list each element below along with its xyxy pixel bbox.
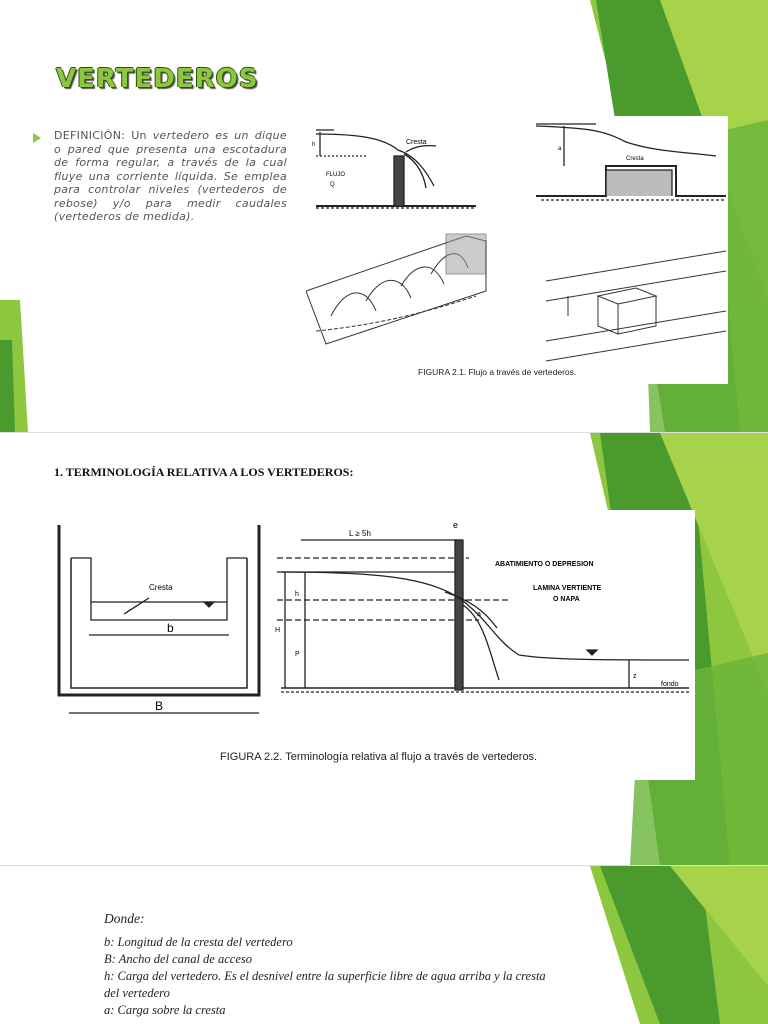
- definition-text: vertedero es un dique o pared que presenta una escotadura de forma regular, a través de la cual fluye una corriente líquida. Se emplea para controlar niveles (vertederos de rebose) y/o para medir caudales (vertederos de medida).: [54, 129, 287, 223]
- definition-item: B: Ancho del canal de acceso: [104, 952, 252, 966]
- figure-2-1-caption: FIGURA 2.1. Flujo a través de vertederos.: [418, 367, 577, 377]
- fig2-label-P: P: [295, 651, 300, 658]
- definitions-list: [104, 934, 624, 1019]
- figure-2-1: [306, 116, 728, 384]
- figure-2-2: [49, 510, 695, 780]
- fig1-label-cresta: Cresta: [406, 139, 427, 146]
- fig2-label-lamina-2: O NAPA: [553, 596, 580, 603]
- fig1-label-flujo: FLUJO: [326, 172, 346, 178]
- definition-lead: DEFINICIÓN: Un: [54, 129, 153, 142]
- bullet-arrow-icon: [33, 133, 41, 143]
- fig2-label-cresta: Cresta: [149, 583, 173, 592]
- definition-item: h: Carga del vertedero. Es el desnivel entre la superficie libre de agua arriba y la cresta: [104, 969, 546, 983]
- weir-terminology-diagram: [49, 510, 695, 780]
- fig2-label-abatimiento: ABATIMIENTO O DEPRESION: [495, 561, 594, 568]
- slide-title: VERTEDEROS: [56, 64, 259, 94]
- weir-flow-illustrations: [306, 116, 728, 384]
- fig2-label-lamina-1: LAMINA VERTIENTE: [533, 585, 602, 592]
- definition-item: del vertedero: [104, 986, 170, 1000]
- fig2-label-e: e: [453, 520, 459, 530]
- fig1-label-cresta-2: Cresta: [626, 156, 644, 162]
- fig2-label-H: H: [275, 627, 281, 634]
- fig2-label-a: a: [477, 611, 481, 618]
- slide-2: [0, 433, 768, 865]
- slide-1: [0, 0, 768, 432]
- definition-paragraph: [54, 129, 287, 224]
- definition-item: a: Carga sobre la cresta: [104, 1003, 226, 1017]
- fig2-label-z: z: [633, 673, 637, 680]
- figure-2-2-caption: FIGURA 2.2. Terminología relativa al flujo a través de vertederos.: [220, 751, 538, 763]
- fig2-label-L: L ≥ 5h: [349, 529, 371, 538]
- section-heading: 1. TERMINOLOGÍA RELATIVA A LOS VERTEDEROS:: [54, 465, 354, 479]
- fig2-label-B: B: [155, 699, 164, 713]
- fig1-label-h: h: [312, 142, 316, 148]
- fig2-label-h: h: [295, 591, 299, 598]
- fig1-label-q: Q: [330, 182, 335, 188]
- definition-item: b: Longitud de la cresta del vertedero: [104, 935, 293, 949]
- fig1-label-a: a: [558, 146, 562, 152]
- donde-label: Donde:: [104, 911, 145, 926]
- slide-3: [0, 866, 768, 1024]
- fig2-label-b: b: [167, 621, 174, 635]
- fig2-label-fondo: fondo: [661, 681, 679, 688]
